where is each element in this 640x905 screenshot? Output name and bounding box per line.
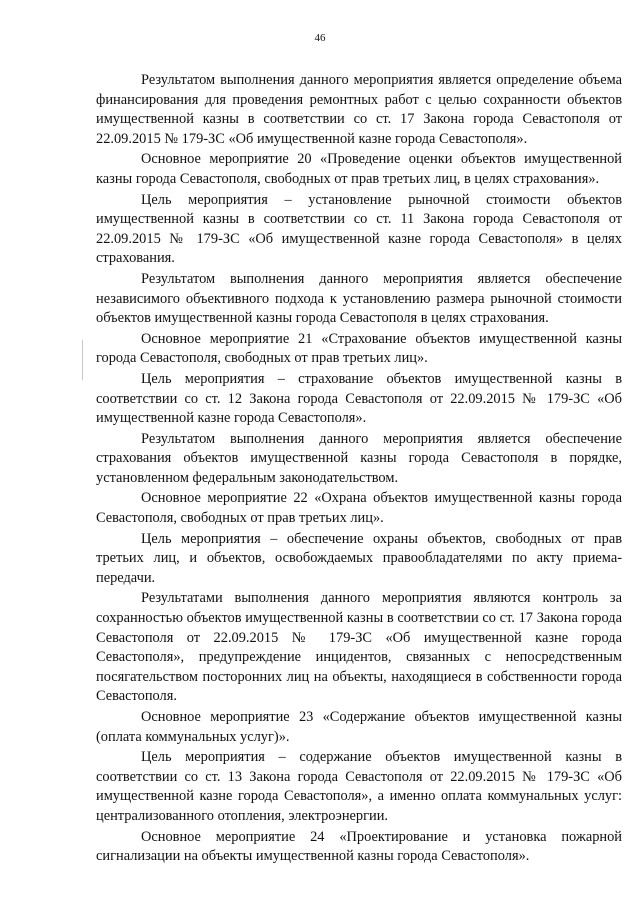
paragraph-result-repair-funding: Результатом выполнения данного мероприятия является определение объема финансирования для проведения ремонтных работ с целью сохранности объектов имущественной казны в соответствии со ст. 17 Закона города Севастополя от 22.09.2015 № 179-ЗС «Об имущественной казне города Севастополя».	[96, 72, 622, 147]
paragraph-measure-22: Основное мероприятие 22 «Охрана объектов имущественной казны города Севастополя, свободных от прав третьих лиц».	[96, 490, 622, 527]
paragraph-result-22: Результатами выполнения данного мероприятия являются контроль за сохранностью объектов имущественной казны в соответствии со ст. 17 Закона города Севастополя от 22.09.2015 № 179-ЗС «Об имущественной казне города Севастополя», предупреждение инцидентов, связанных с непосредственным посягательством посторонних лиц на объекты, находящиеся в собственности города Севастополя.	[96, 590, 622, 705]
margin-mark	[82, 340, 83, 380]
paragraph-measure-24: Основное мероприятие 24 «Проектирование и установка пожарной сигнализации на объекты имущественной казны города Севастополя».	[96, 828, 622, 865]
paragraph-result-20: Результатом выполнения данного мероприятия является обеспечение независимого объективного подхода к установлению размера рыночной стоимости объектов имущественной казны города Севастополя в целях страхования.	[96, 270, 622, 327]
paragraph-measure-21: Основное мероприятие 21 «Страхование объектов имущественной казны города Севастополя, свободных от прав третьих лиц».	[96, 330, 622, 367]
paragraph-measure-23: Основное мероприятие 23 «Содержание объектов имущественной казны (оплата коммунальных услуг)».	[96, 709, 622, 745]
paragraph-goal-21: Цель мероприятия – страхование объектов имущественной казны в соответствии со ст. 12 Закона города Севастополя от 22.09.2015 № 179-ЗС «Об имущественной казне города Севастополя».	[96, 370, 622, 427]
paragraph-measure-20: Основное мероприятие 20 «Проведение оценки объектов имущественной казны города Севастополя, свободных от прав третьих лиц, в целях страхования».	[96, 151, 622, 187]
page-number: 46	[314, 32, 326, 44]
page-body	[96, 71, 622, 868]
paragraph-goal-20: Цель мероприятия – установление рыночной стоимости объектов имущественной казны в соответствии со ст. 11 Закона города Севастополя от 22.09.2015 № 179-ЗС «Об имущественной казне города Севастополя» в целях страхования.	[96, 191, 622, 267]
paragraph-goal-22: Цель мероприятия – обеспечение охраны объектов, свободных от прав третьих лиц, и объектов, освобождаемых правообладателями по акту приема-передачи.	[96, 530, 622, 586]
paragraph-result-21: Результатом выполнения данного мероприятия является обеспечение страхования объектов имущественной казны города Севастополя в порядке, установленном федеральным законодательством.	[96, 430, 622, 486]
paragraph-goal-23: Цель мероприятия – содержание объектов имущественной казны в соответствии со ст. 13 Закона города Севастополя от 22.09.2015 № 179-ЗС «Об имущественной казне города Севастополя», а именно оплата коммунальных услуг: централизованного отопления, электроэнергии.	[96, 749, 622, 824]
